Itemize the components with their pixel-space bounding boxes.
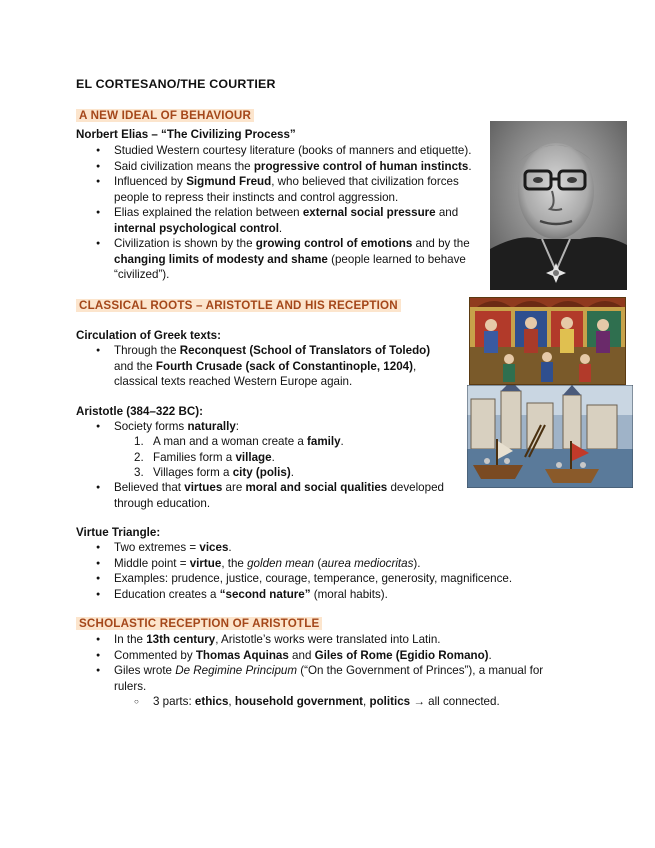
list-item: 3. Villages form a city (polis).: [134, 466, 294, 479]
list-item: ● Believed that virtues are moral and social qualities developed through education.: [76, 480, 461, 511]
list-item: ● Middle point = virtue, the golden mean (aurea mediocritas).: [76, 556, 596, 572]
section-heading-classical-roots: CLASSICAL ROOTS – ARISTOTLE AND HIS RECEPTION: [76, 298, 401, 314]
elias-bullet-list: [76, 143, 481, 283]
aristotle-bullet-list-2: [76, 480, 461, 511]
scholastic-sub-bullet-list: [76, 694, 566, 710]
constantinople-siege-illumination: [467, 385, 633, 488]
virtue-bullet-list: [76, 540, 596, 602]
list-item: ● Studied Western courtesy literature (books of manners and etiquette).: [76, 143, 481, 159]
list-item: ● Examples: prudence, justice, courage, temperance, generosity, magnificence.: [76, 571, 596, 587]
list-item: ● Giles wrote De Regimine Principum (“On the Government of Princes”), a manual for rulers.: [76, 663, 566, 694]
document-title: EL CORTESANO/THE COURTIER: [76, 77, 276, 91]
list-item: ○ 3 parts: ethics, household government, politics → all connected.: [76, 694, 566, 710]
list-item: ● Through the Reconquest (School of Translators of Toledo) and the Fourth Crusade (sack of Constantinople, 1204), classical texts reached Western Europe again.: [76, 343, 451, 390]
list-item: ● In the 13th century, Aristotle’s works were translated into Latin.: [76, 632, 566, 648]
scholastic-bullet-list: [76, 632, 566, 694]
list-item: ● Two extremes = vices.: [76, 540, 596, 556]
list-item: ● Commented by Thomas Aquinas and Giles of Rome (Egidio Romano).: [76, 648, 566, 664]
subheading-virtue-triangle: Virtue Triangle:: [76, 526, 161, 539]
elias-portrait-photo: [490, 121, 627, 290]
section-heading-behaviour: A NEW IDEAL OF BEHAVIOUR: [76, 108, 254, 124]
aristotle-bullet-list-1: [76, 419, 456, 435]
subheading-circulation: Circulation of Greek texts:: [76, 329, 221, 342]
subheading-aristotle: Aristotle (384–322 BC):: [76, 405, 203, 418]
society-numbered-list: [76, 434, 456, 481]
list-item: ● Elias explained the relation between external social pressure and internal psychological control.: [76, 205, 481, 236]
subheading-norbert-elias: Norbert Elias – “The Civilizing Process”: [76, 128, 296, 141]
list-item: ● Education creates a “second nature” (moral habits).: [76, 587, 596, 603]
list-item: ● Civilization is shown by the growing control of emotions and by the changing limits of modesty and shame (people learned to behave “civilized”).: [76, 236, 481, 283]
list-item: ● Influenced by Sigmund Freud, who believed that civilization forces people to repress their instincts and control aggression.: [76, 174, 481, 205]
list-item: 2. Families form a village.: [134, 450, 275, 464]
list-item: ● Said civilization means the progressive control of human instincts.: [76, 159, 481, 175]
medieval-manuscript-illumination: [469, 297, 626, 385]
circulation-bullet-list: [76, 343, 451, 390]
section-heading-scholastic: SCHOLASTIC RECEPTION OF ARISTOTLE: [76, 616, 322, 632]
list-item: 1. A man and a woman create a family.: [134, 435, 344, 448]
list-item: ● Society forms naturally:: [76, 419, 456, 435]
